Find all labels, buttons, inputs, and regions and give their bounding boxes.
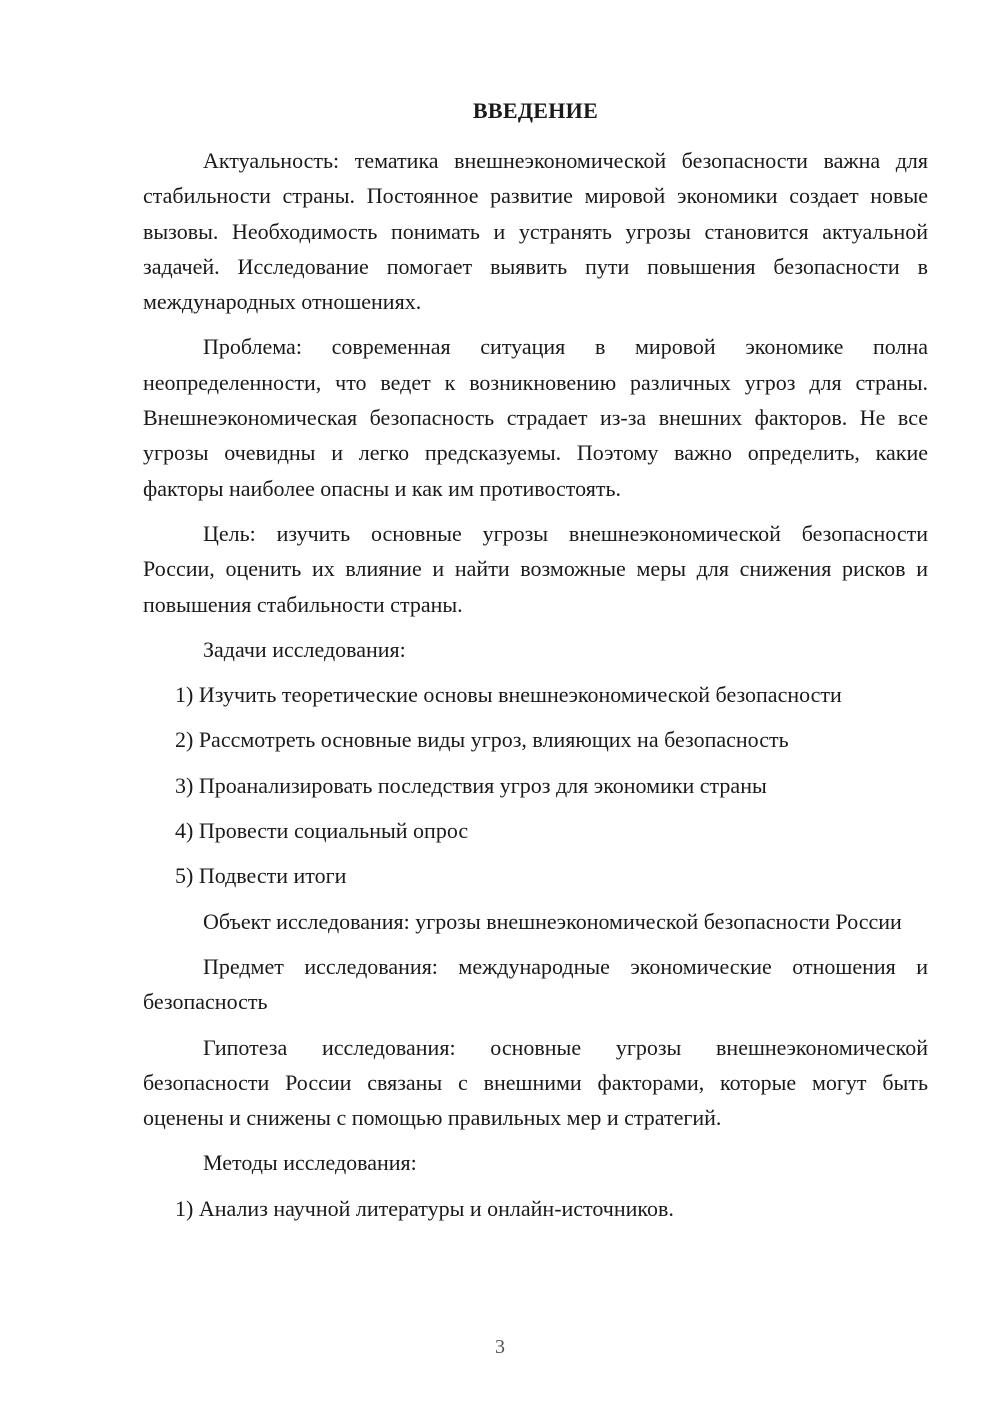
list-item: 1) Анализ научной литературы и онлайн-источников. <box>175 1195 674 1221</box>
section-heading: ВВЕДЕНИЕ <box>472 98 599 123</box>
list-item: 5) Подвести итоги <box>175 863 347 889</box>
paragraph-object: Объект исследования: угрозы внешнеэкономической безопасности России <box>203 908 902 934</box>
list-item: 3) Проанализировать последствия угроз для экономики страны <box>175 772 767 798</box>
list-item: 2) Рассмотреть основные виды угроз, влияющих на безопасность <box>175 727 789 753</box>
paragraph-problem: Проблема: современная ситуация в мировой экономике полна неопределенности, что ведет к возникновению различных угроз для страны. Внешнеэкономическая безопасность страдает из-за внешних факторов. Не все угрозы очевидны и легко предсказуемы. Поэтому важно определить, какие факторы наиболее опасны и как им противостоять. <box>143 334 928 501</box>
document-body <box>143 143 928 1236</box>
paragraph-goal: Цель: изучить основные угрозы внешнеэкономической безопасности России, оценить их влияние и найти возможные меры для снижения рисков и повышения стабильности страны. <box>143 520 928 617</box>
page-number: 3 <box>495 1336 505 1358</box>
list-item: 1) Изучить теоретические основы внешнеэкономической безопасности <box>175 682 842 708</box>
list-item: 4) Провести социальный опрос <box>175 818 469 844</box>
paragraph-subject: Предмет исследования: международные экономические отношения и безопасность <box>143 953 928 1015</box>
tasks-title: Задачи исследования: <box>203 636 406 662</box>
paragraph-hypothesis: Гипотеза исследования: основные угрозы внешнеэкономической безопасности России связаны с внешними факторами, которые могут быть оценены и снижены с помощью правильных мер и стратегий. <box>143 1034 928 1131</box>
methods-title: Методы исследования: <box>203 1150 417 1176</box>
paragraph-relevance: Актуальность: тематика внешнеэкономической безопасности важна для стабильности страны. Постоянное развитие мировой экономики создает новые вызовы. Необходимость понимать и устранять угрозы становится актуальной задачей. Исследование помогает выявить пути повышения безопасности в международных отношениях. <box>143 148 928 315</box>
